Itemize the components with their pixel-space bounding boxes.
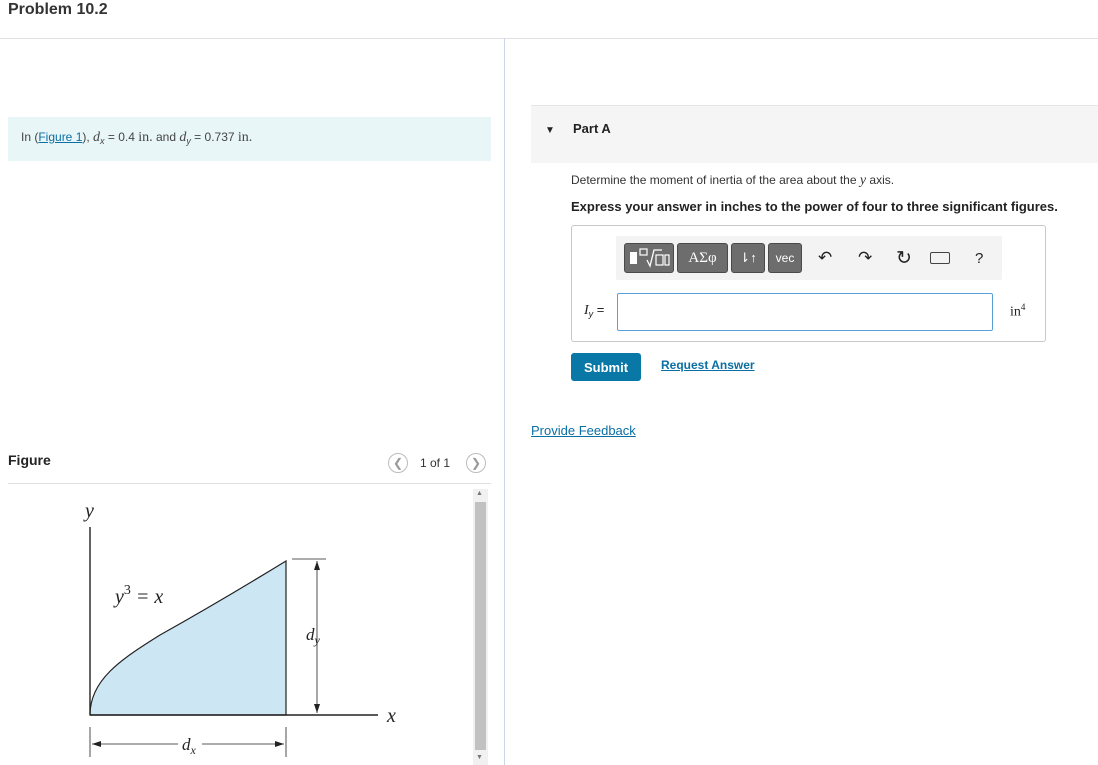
dy-sub: y bbox=[314, 633, 320, 647]
question-text bbox=[571, 173, 894, 189]
y-axis-label: y bbox=[85, 500, 94, 522]
dx-arrow-right-icon bbox=[275, 741, 284, 747]
figure-prev-button[interactable] bbox=[388, 453, 408, 473]
figure-heading: Figure bbox=[8, 452, 51, 468]
answer-unit-exponent: 4 bbox=[1020, 302, 1026, 312]
question-var: y bbox=[859, 173, 867, 188]
vector-button[interactable]: vec bbox=[768, 243, 802, 273]
curve-eq-rest: = x bbox=[130, 586, 164, 608]
scroll-up-arrow-icon[interactable]: ▲ bbox=[476, 490, 483, 497]
question-prefix: Determine the moment of inertia of the area about the bbox=[571, 173, 860, 187]
answer-var-symbol: I bbox=[584, 303, 589, 318]
dx-unit: in. bbox=[138, 130, 153, 145]
part-a-title: Part A bbox=[573, 121, 611, 136]
caret-down-icon[interactable]: ▼ bbox=[545, 125, 555, 136]
x-axis-label: x bbox=[387, 705, 396, 727]
templates-button[interactable] bbox=[624, 243, 674, 273]
dx-arrow-left-icon bbox=[92, 741, 101, 747]
statement-prefix: In ( bbox=[21, 130, 39, 144]
statement-text bbox=[21, 130, 252, 146]
provide-feedback-link[interactable]: Provide Feedback bbox=[531, 423, 636, 438]
undo-icon[interactable]: ↶ bbox=[818, 248, 833, 267]
dx-subscript: x bbox=[100, 136, 105, 146]
shaded-area bbox=[90, 561, 286, 715]
answer-unit-base: in bbox=[1010, 304, 1021, 320]
curve-eq-base: y bbox=[115, 586, 124, 608]
header-divider bbox=[0, 38, 1098, 39]
answer-unit bbox=[1010, 302, 1025, 321]
scrollbar-thumb[interactable] bbox=[475, 502, 486, 750]
problem-statement bbox=[8, 117, 491, 161]
answer-input[interactable] bbox=[617, 293, 993, 331]
figure-counter: 1 of 1 bbox=[420, 456, 451, 470]
dx-symbol: d bbox=[93, 130, 101, 145]
dy-unit: in. bbox=[237, 130, 253, 145]
dx-d: d bbox=[182, 735, 191, 754]
greek-symbols-button[interactable]: ΑΣφ bbox=[677, 243, 728, 273]
column-divider bbox=[504, 38, 505, 765]
statement-and: and bbox=[152, 130, 180, 144]
scroll-down-arrow-icon[interactable]: ▼ bbox=[476, 754, 483, 761]
request-answer-link[interactable]: Request Answer bbox=[661, 358, 755, 372]
answer-instruction: Express your answer in inches to the power of four to three significant figures. bbox=[571, 199, 1058, 214]
figure-diagram bbox=[60, 495, 420, 765]
part-a-header[interactable] bbox=[531, 105, 1098, 163]
answer-equals: = bbox=[593, 302, 605, 317]
chevron-left-icon: ❮ bbox=[392, 456, 404, 470]
arrows-button[interactable]: ⇂↑ bbox=[731, 243, 765, 273]
dx-value: = 0.4 bbox=[104, 130, 139, 144]
curve-equation bbox=[113, 583, 163, 608]
keyboard-icon[interactable] bbox=[930, 252, 950, 264]
dy-subscript: y bbox=[186, 136, 191, 146]
answer-variable bbox=[584, 302, 604, 319]
figure-link[interactable]: Figure 1 bbox=[38, 130, 83, 144]
dy-symbol: d bbox=[179, 130, 187, 145]
dy-label bbox=[306, 625, 321, 647]
figure-divider bbox=[8, 483, 491, 484]
answer-var-subscript: y bbox=[588, 309, 594, 319]
statement-mid: ), bbox=[82, 130, 94, 144]
curve-eq-exp: 3 bbox=[123, 583, 131, 598]
redo-icon[interactable]: ↷ bbox=[858, 248, 873, 267]
submit-button[interactable]: Submit bbox=[571, 353, 641, 381]
page-title: Problem 10.2 bbox=[8, 1, 108, 18]
help-button[interactable]: ? bbox=[975, 250, 984, 267]
question-suffix: axis. bbox=[866, 173, 895, 187]
dx-sub: x bbox=[190, 743, 196, 757]
dy-arrow-down-icon bbox=[314, 704, 320, 713]
dx-label bbox=[182, 735, 197, 757]
dy-arrow-up-icon bbox=[314, 561, 320, 570]
reset-icon[interactable]: ↻ bbox=[896, 248, 912, 269]
dy-d: d bbox=[306, 625, 315, 644]
dy-value: = 0.737 bbox=[190, 130, 238, 144]
chevron-right-icon: ❯ bbox=[470, 456, 482, 470]
figure-next-button[interactable] bbox=[466, 453, 486, 473]
templates-icon bbox=[627, 247, 671, 269]
